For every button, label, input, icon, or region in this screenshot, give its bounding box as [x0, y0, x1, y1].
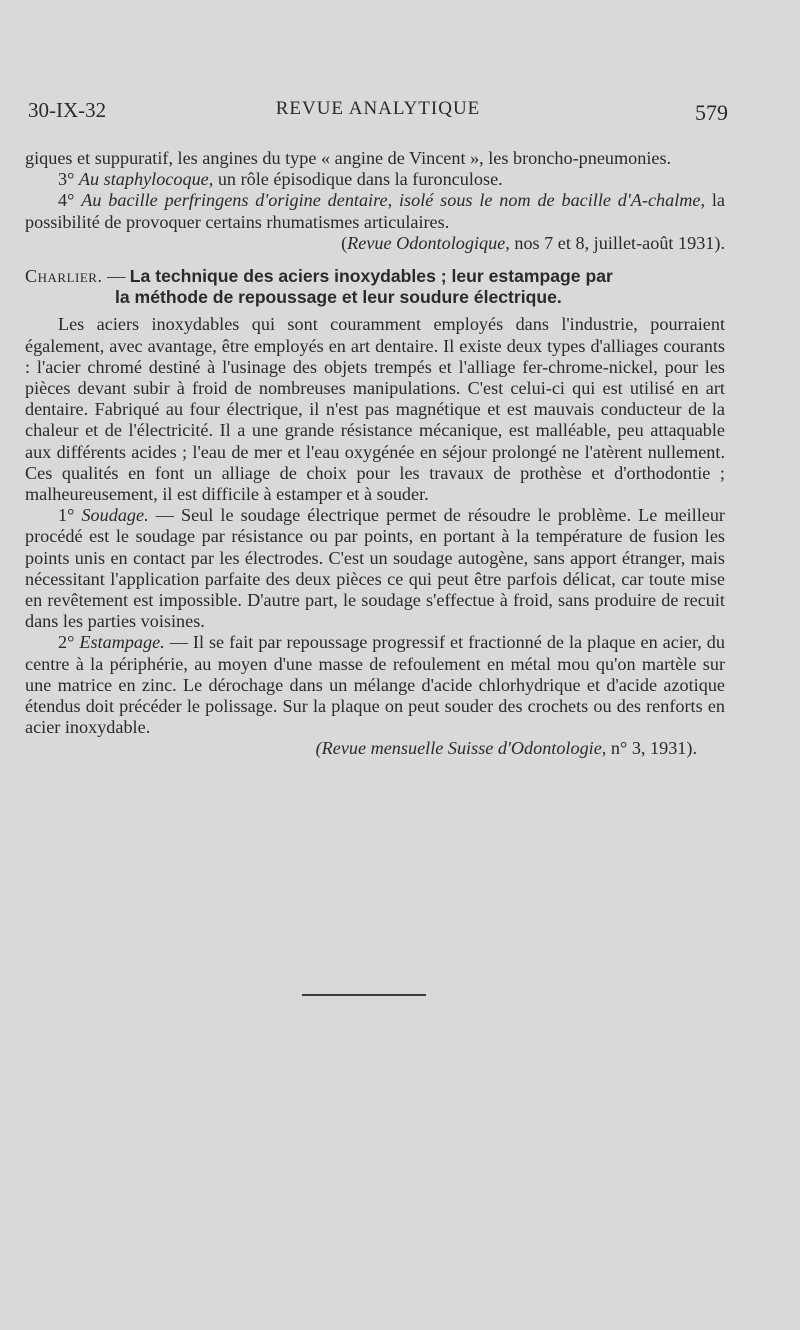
source-journal: (Revue mensuelle Suisse d'Odontologie, [315, 738, 607, 759]
section-text: — Il se fait par repoussage progressif et fractionné de la plaque en acier, du centre à la périphérie, au moyen d'une masse de refoulement en métal mou qu'on martèle sur une matrice en zinc. Le dérochage dans un mélange d'acide chlorhydrique et d'acide azotique étendus doit précéder le polissage. Sur la plaque on peut souder des crochets ou des renforts en acier inoxydable. [25, 632, 725, 738]
body-text [25, 148, 725, 760]
article-title-line2: la méthode de repoussage et leur soudure électrique. [115, 287, 562, 308]
page-number: 579 [695, 100, 728, 125]
section-estampage [25, 632, 725, 738]
source-journal: Revue Odontologique, [347, 232, 510, 253]
section-number: 2° [58, 632, 80, 653]
item-subject: Au staphylocoque, [78, 169, 214, 190]
section-title: Soudage. [81, 505, 149, 526]
continued-paragraph: giques et suppuratif, les angines du type « angine de Vincent », les broncho-pneumonies. [25, 148, 672, 168]
item-number: 3° [58, 169, 79, 190]
item-text: la possibilité de provoquer certains rhumatismes articulaires. [25, 190, 725, 232]
section-soudage [25, 505, 725, 632]
item-subject: Au bacille perfringens d'origine dentaire, isolé sous le nom de bacille d'A-chalme, [81, 190, 706, 211]
list-item-3 [25, 169, 725, 190]
section-number: 1° [58, 505, 82, 526]
running-head [28, 96, 728, 126]
issue-date: 30-IX-32 [28, 98, 107, 122]
article-paragraph: Les aciers inoxydables qui sont couramment employés dans l'industrie, pourraient également, avec avantage, être employés en art dentaire. Il existe deux types d'alliages courants : l'acier chromé destiné à l'usinage des objets trempés et l'alliage fer-chrome-nickel, pour les pièces devant subir à froid de nombreuses manipulations. C'est celui-ci qui est utilisé en art dentaire. Fabriqué au four électrique, il n'est pas magnétique et est mauvais conducteur de la chaleur et de l'électricité. Il a une grande résistance mécanique, est malléable, peu attaquable aux différents acides ; l'eau de mer et l'eau oxygénée en séjour prolongé ne l'atèrent nullement. Ces qualités en font un alliage de choix pour les travaux de prothèse et d'orthodontie ; malheureusement, il est difficile à estamper et à souder. [25, 314, 725, 505]
item-number: 4° [58, 190, 82, 211]
item-text: un rôle épisodique dans la furonculose. [213, 169, 503, 190]
section-text: — Seul le soudage électrique permet de résoudre le problème. Le meilleur procédé est le soudage par résistance ou par points, en portant à la température de fusion les points unis en contact par les électrodes. C'est un soudage autogène, sans apport étranger, mais nécessitant l'application parfaite des deux pièces ce qui peut être parfois délicat, car toute mise en revêtement est impossible. D'autre part, le soudage s'effectue à froid, sans produire de recuit dans les parties voisines. [25, 505, 725, 632]
source-details: nos 7 et 8, juillet-août 1931). [509, 232, 725, 253]
section-title: Estampage. [79, 632, 165, 653]
journal-title: REVUE ANALYTIQUE [275, 98, 481, 119]
source-details: n° 3, 1931). [606, 738, 697, 759]
section-divider [302, 994, 426, 996]
article-author: Charlier. [25, 266, 103, 287]
article-title-line1: La technique des aciers inoxydables ; leur estampage par [129, 266, 613, 287]
article-source-citation [25, 738, 725, 759]
list-item-4 [25, 190, 725, 232]
source-citation: (Revue Odontologique, nos 7 et 8, juillet-août 1931). [341, 232, 725, 253]
heading-dash: — [102, 266, 130, 287]
article-heading [25, 266, 725, 308]
